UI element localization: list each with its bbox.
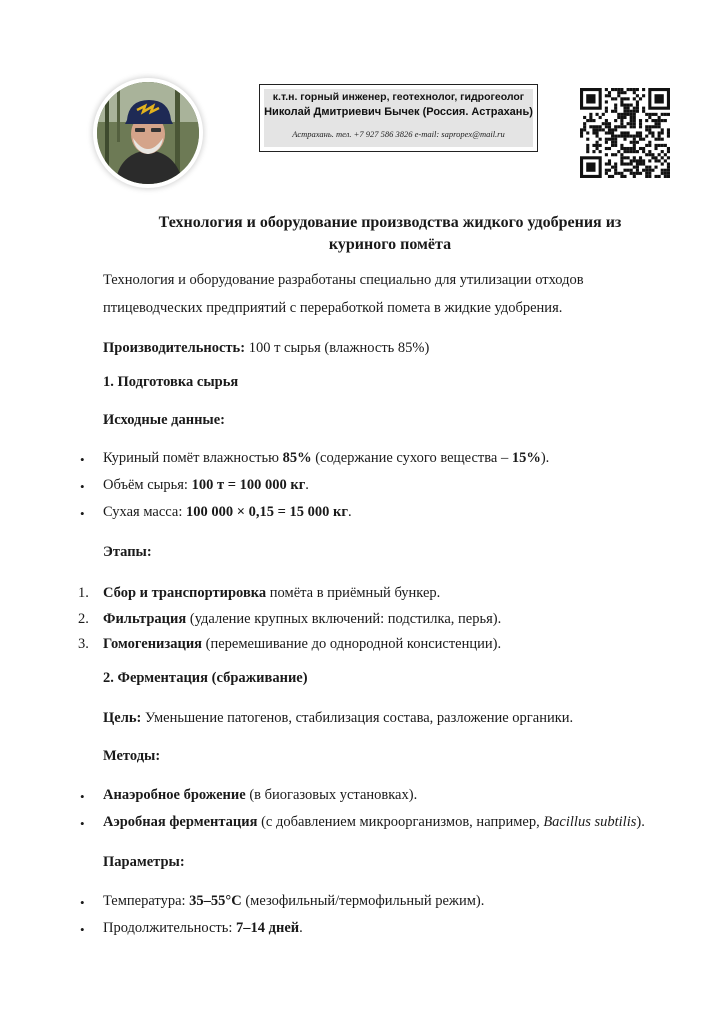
stage-item: Фильтрация (удаление крупных включений: подстилка, перья). [103, 611, 502, 627]
list-item: Сухая масса: 100 000 × 0,15 = 15 000 кг. [103, 504, 352, 520]
page-title [110, 212, 670, 256]
stages-heading: Этапы: [103, 544, 152, 560]
list-item: Продолжительность: 7–14 дней. [103, 920, 303, 936]
bullet-marker: • [80, 922, 85, 937]
bullet-marker: • [80, 506, 85, 521]
author-portrait-image [97, 82, 199, 184]
list-item: Анаэробное брожение (в биогазовых установках). [103, 787, 418, 803]
author-photo [97, 82, 199, 184]
section2-heading: 2. Ферментация (сбраживание) [103, 670, 308, 686]
title-line-2: куриного помёта [328, 236, 452, 253]
author-name: Николай Дмитриевич Бычек (Россия. Астрахань) [264, 106, 533, 118]
list-item: Аэробная ферментация (с добавлением микроорганизмов, например, Bacillus subtilis). [103, 814, 645, 830]
author-contacts: Астрахань. тел. +7 927 586 3826 e-mail: sapropex@mail.ru [292, 129, 505, 139]
intro-line-2: птицеводческих предприятий с переработкой помета в жидкие удобрения. [103, 300, 563, 316]
stage-number: 3. [78, 636, 89, 652]
bullet-marker: • [80, 479, 85, 494]
list-item: Объём сырья: 100 т = 100 000 кг. [103, 477, 309, 493]
stage-number: 1. [78, 585, 89, 601]
productivity-label: Производительность: [103, 340, 246, 356]
bullet-marker: • [80, 895, 85, 910]
methods-heading: Методы: [103, 748, 161, 764]
goal: Цель: Уменьшение патогенов, стабилизация состава, разложение органики. [103, 710, 574, 726]
stage-number: 2. [78, 611, 89, 627]
title-line-1: Технология и оборудование производства жидкого удобрения из [158, 214, 622, 231]
source-data-heading: Исходные данные: [103, 412, 226, 428]
stage-item: Сбор и транспортировка помёта в приёмный бункер. [103, 585, 441, 601]
author-credentials: к.т.н. горный инженер, геотехнолог, гидрогеолог [272, 91, 525, 103]
list-item: Температура: 35–55°C (мезофильный/термофильный режим). [103, 893, 485, 909]
qr-code-icon [580, 88, 670, 178]
params-heading: Параметры: [103, 854, 185, 870]
section1-heading: 1. Подготовка сырья [103, 374, 239, 390]
productivity-value: 100 т сырья (влажность 85%) [245, 340, 430, 356]
productivity [103, 340, 429, 357]
intro-line-1: Технология и оборудование разработаны специально для утилизации отходов [103, 272, 584, 288]
bullet-marker: • [80, 789, 85, 804]
stage-item: Гомогенизация (перемешивание до однородной консистенции). [103, 636, 502, 652]
list-item: Куриный помёт влажностью 85% (содержание сухого вещества – 15%). [103, 450, 550, 466]
bullet-marker: • [80, 816, 85, 831]
author-contact-card [259, 84, 538, 152]
bullet-marker: • [80, 452, 85, 467]
